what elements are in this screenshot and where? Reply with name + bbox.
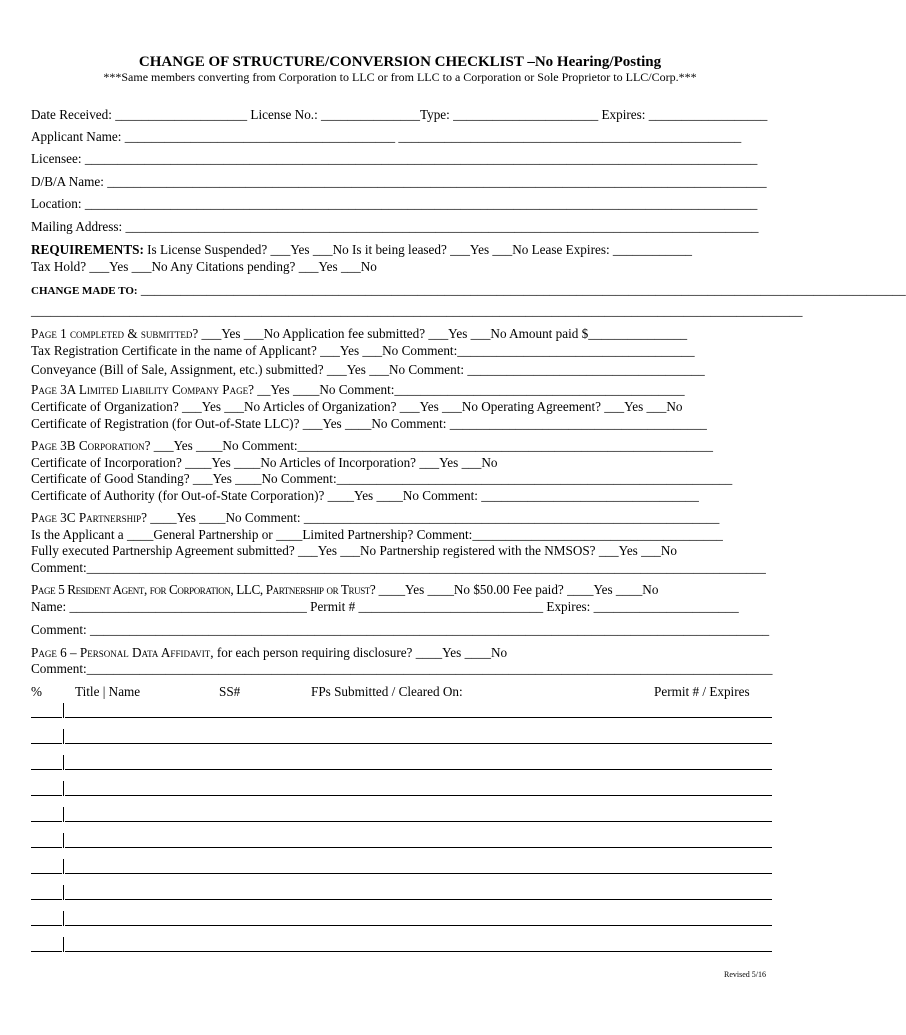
column-divider: [63, 703, 64, 718]
table-row[interactable]: [31, 908, 772, 926]
conveyance-line[interactable]: Conveyance (Bill of Sale, Assignment, etc.) submitted? ___Yes ___No Comment: ____________________________________: [31, 362, 705, 377]
table-row[interactable]: [31, 778, 772, 796]
requirements-line[interactable]: [31, 242, 692, 258]
percent-blank[interactable]: [31, 925, 62, 926]
table-row[interactable]: [31, 752, 772, 770]
percent-blank[interactable]: [31, 769, 62, 770]
tax-hold-line[interactable]: Tax Hold? ___Yes ___No Any Citations pending? ___Yes ___No: [31, 259, 377, 274]
change-made-to-line[interactable]: [31, 282, 906, 299]
comment-3c-line[interactable]: Comment:_______________________________________________________________________________________________________: [31, 560, 766, 575]
table-row[interactable]: [31, 726, 772, 744]
column-divider: [63, 807, 64, 822]
percent-blank[interactable]: [31, 847, 62, 848]
table-header-fps: FPs Submitted / Cleared On:: [311, 684, 463, 699]
change-made-to-label: CHANGE MADE TO:: [31, 285, 138, 297]
entry-blank[interactable]: [65, 769, 772, 770]
requirements-text[interactable]: Is License Suspended? ___Yes ___No Is it being leased? ___Yes ___No Lease Expires: ____________: [143, 242, 693, 257]
page6-text[interactable]: for each person requiring disclosure? ____Yes ____No: [213, 645, 508, 660]
page5-line[interactable]: [31, 582, 658, 598]
table-row[interactable]: [31, 804, 772, 822]
column-divider: [63, 833, 64, 848]
name-permit-line[interactable]: Name: ____________________________________ Permit # ____________________________ Expires: ______________________: [31, 599, 739, 614]
licensee-line[interactable]: Licensee: ______________________________________________________________________________________________________: [31, 151, 758, 166]
column-divider: [63, 755, 64, 770]
requirements-label: REQUIREMENTS:: [31, 242, 144, 257]
table-row[interactable]: [31, 830, 772, 848]
page6-line[interactable]: [31, 645, 507, 661]
column-divider: [63, 729, 64, 744]
change-made-to-blank[interactable]: ____________________________________________________________________________________________________________________: [137, 282, 906, 297]
page1-text[interactable]: ___Yes ___No Application fee submitted? ___Yes ___No Amount paid $_______________: [198, 326, 688, 341]
column-divider: [63, 859, 64, 874]
page1-label: Page 1 completed & submitted?: [31, 326, 199, 341]
percent-blank[interactable]: [31, 743, 62, 744]
percent-blank[interactable]: [31, 873, 62, 874]
page3b-label: Page 3B Corporation?: [31, 438, 151, 453]
entry-blank[interactable]: [65, 847, 772, 848]
date-received-line[interactable]: Date Received: ____________________ License No.: _______________Type: ______________________ Expires: __________________: [31, 107, 768, 122]
percent-blank[interactable]: [31, 821, 62, 822]
comment-6-line[interactable]: Comment:________________________________________________________________________________________________________: [31, 661, 773, 676]
column-divider: [63, 885, 64, 900]
cert-authority-line[interactable]: Certificate of Authority (for Out-of-State Corporation)? ____Yes ____No Comment: _________________________________: [31, 488, 699, 503]
table-row[interactable]: [31, 856, 772, 874]
table-header-title-name: Title | Name: [75, 684, 141, 699]
percent-blank[interactable]: [31, 795, 62, 796]
page3c-text[interactable]: ____Yes ____No Comment: _______________________________________________________________: [146, 510, 720, 525]
dba-name-line[interactable]: D/B/A Name: ____________________________________________________________________________________________________: [31, 174, 767, 189]
page6-label: Page 6 – Personal Data Affidavit,: [31, 645, 214, 660]
table-header-percent: %: [31, 684, 42, 699]
location-line[interactable]: Location: ______________________________________________________________________________________________________: [31, 196, 758, 211]
cert-organization-line[interactable]: Certificate of Organization? ___Yes ___No Articles of Organization? ___Yes ___No Operating Agreement? ___Yes ___No: [31, 399, 683, 414]
table-row[interactable]: [31, 882, 772, 900]
cert-incorporation-line[interactable]: Certificate of Incorporation? ____Yes ____No Articles of Incorporation? ___Yes ___No: [31, 455, 498, 470]
column-divider: [63, 937, 64, 952]
revised-date: Revised 5/16: [724, 970, 766, 979]
percent-blank[interactable]: [31, 717, 62, 718]
entry-blank[interactable]: [65, 873, 772, 874]
form-subtitle: ***Same members converting from Corporation to LLC or from LLC to a Corporation or Sole Proprietor to LLC/Corp.***: [103, 70, 697, 84]
comment-5-line[interactable]: Comment: _______________________________________________________________________________________________________: [31, 622, 770, 637]
page3b-line[interactable]: [31, 438, 713, 454]
page1-line[interactable]: [31, 326, 687, 342]
entry-blank[interactable]: [65, 925, 772, 926]
page3a-text[interactable]: __Yes ____No Comment:____________________________________________: [253, 382, 685, 397]
entry-blank[interactable]: [65, 795, 772, 796]
table-row[interactable]: [31, 700, 772, 718]
table-header-ss: SS#: [219, 684, 241, 699]
applicant-name-line[interactable]: Applicant Name: _________________________________________ ____________________________________________________: [31, 129, 742, 144]
entry-blank[interactable]: [65, 899, 772, 900]
entry-blank[interactable]: [65, 951, 772, 952]
cert-good-standing-line[interactable]: Certificate of Good Standing? ___Yes ____No Comment:____________________________________________________________: [31, 471, 733, 486]
table-header-permit: Permit # / Expires: [654, 684, 750, 699]
fully-executed-line[interactable]: Fully executed Partnership Agreement submitted? ___Yes ___No Partnership registered with the NMSOS? ___Yes ___No: [31, 543, 677, 558]
change-made-to-line-2[interactable]: _____________________________________________________________________________________________________________________: [31, 303, 803, 318]
cert-registration-line[interactable]: Certificate of Registration (for Out-of-State LLC)? ___Yes ____No Comment: _______________________________________: [31, 416, 707, 431]
mailing-address-line[interactable]: Mailing Address: ________________________________________________________________________________________________: [31, 219, 759, 234]
entry-blank[interactable]: [65, 821, 772, 822]
column-divider: [63, 781, 64, 796]
page3c-line[interactable]: [31, 510, 719, 526]
form-title: CHANGE OF STRUCTURE/CONVERSION CHECKLIST –No Hearing/Posting: [138, 54, 662, 70]
page3c-label: Page 3C Partnership?: [31, 510, 147, 525]
column-divider: [63, 911, 64, 926]
entry-blank[interactable]: [65, 717, 772, 718]
tax-registration-line[interactable]: Tax Registration Certificate in the name of Applicant? ___Yes ___No Comment:____________________________________: [31, 343, 695, 358]
entry-blank[interactable]: [65, 743, 772, 744]
table-row[interactable]: [31, 934, 772, 952]
page3a-label: Page 3A Limited Liability Company Page?: [31, 382, 254, 397]
percent-blank[interactable]: [31, 899, 62, 900]
page5-text[interactable]: ____Yes ____No $50.00 Fee paid? ____Yes ____No: [375, 582, 659, 597]
page3a-line[interactable]: [31, 382, 685, 398]
page5-label: Page 5 Resident Agent, for Corporation, LLC, Partnership or Trust?: [31, 582, 376, 597]
percent-blank[interactable]: [31, 951, 62, 952]
page3b-text[interactable]: ___Yes ____No Comment:_______________________________________________________________: [150, 438, 713, 453]
is-applicant-line[interactable]: Is the Applicant a ____General Partnership or ____Limited Partnership? Comment:______________________________________: [31, 527, 723, 542]
